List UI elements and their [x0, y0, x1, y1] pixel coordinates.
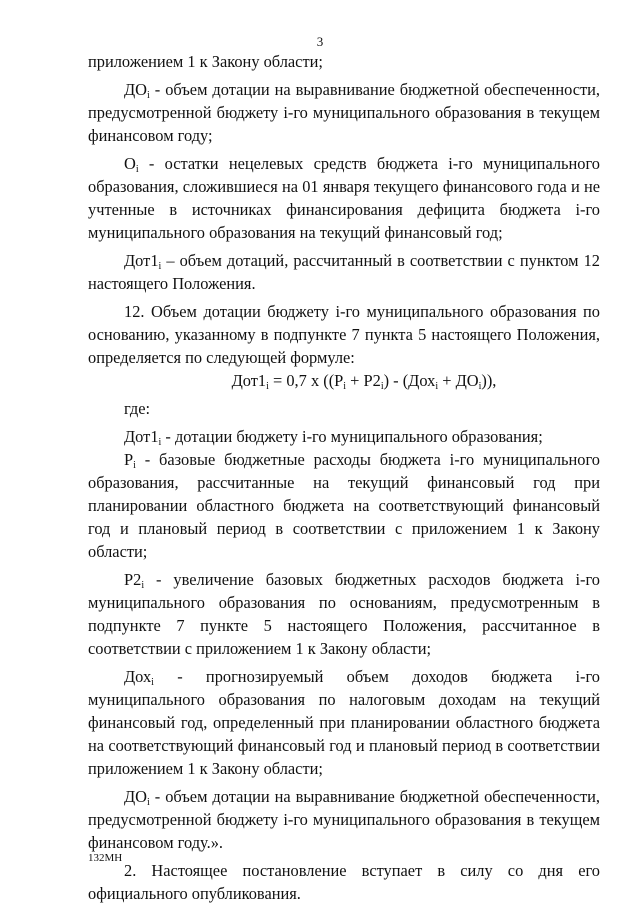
paragraph-p2-definition: $P2_i$ - увеличение базовых бюджетных расходов бюджета i-го муниципального образования по основаниям, предусмотренным в подпункте 7 пункте 5 настоящего Положения, рассчитанное в соответствии с приложением 1 к Закону области; [88, 570, 600, 658]
footer-code: 132МН [88, 852, 123, 864]
paragraph-do-definition: $ДО_i$ - объем дотации на выравнивание бюджетной обеспеченности, предусмотренной бюджету i-го муниципального образования в текущем финансовом году; [88, 80, 600, 145]
paragraph-effective: 2. Настоящее постановление вступает в силу со дня его официального опубликования. [88, 861, 600, 903]
paragraph-continuation: приложением 1 к Закону области; [88, 52, 323, 71]
paragraph-o-definition: $О_i$ - остатки нецелевых средств бюджета i-го муниципального образования, сложившиеся на 01 января текущего финансового года и не учтенные в источниках финансирования дефицита бюджета i-го муниципального образования на текущий финансовый год; [88, 154, 600, 242]
document-body [88, 50, 600, 905]
paragraph-dot1-def2: $Дот1_i$ - дотации бюджету i-го муниципального образования; [124, 427, 543, 448]
paragraph-section-12: 12. Объем дотации бюджету i-го муниципального образования по основанию, указанному в подпункте 7 пункта 5 настоящего Положения, определяется по следующей формуле: [88, 302, 600, 367]
paragraph-p-definition: $P_i$ - базовые бюджетные расходы бюджета i-го муниципального образования, рассчитанные на текущий финансовый год при планировании областного бюджета на соответствующий финансовый год и плановый период в соответствии с приложением 1 к Закону области; [88, 450, 600, 561]
paragraph-do-def2: $ДО_i$ - объем дотации на выравнивание бюджетной обеспеченности, предусмотренной бюджету i-го муниципального образования в текущем финансовом году.». [88, 787, 600, 852]
formula: $Дот1_i = 0,7$ x $((P_i + P2_i) - (Дох_i + ДО_i))$, [231, 371, 497, 392]
paragraph-where: где: [124, 399, 151, 418]
paragraph-dot1-definition: $Дот1_i$ – объем дотаций, рассчитанный в соответствии с пунктом 12 настоящего Положения. [88, 251, 600, 293]
page-number: 3 [316, 34, 324, 49]
paragraph-dox-definition: Дох$_i$ - прогнозируемый объем доходов бюджета i-го муниципального образования по налоговым доходам на текущий финансовый год, определенный при планировании областного бюджета на соответствующий финансовый год и плановый период в соответствии приложением 1 к Закону области; [88, 667, 600, 778]
